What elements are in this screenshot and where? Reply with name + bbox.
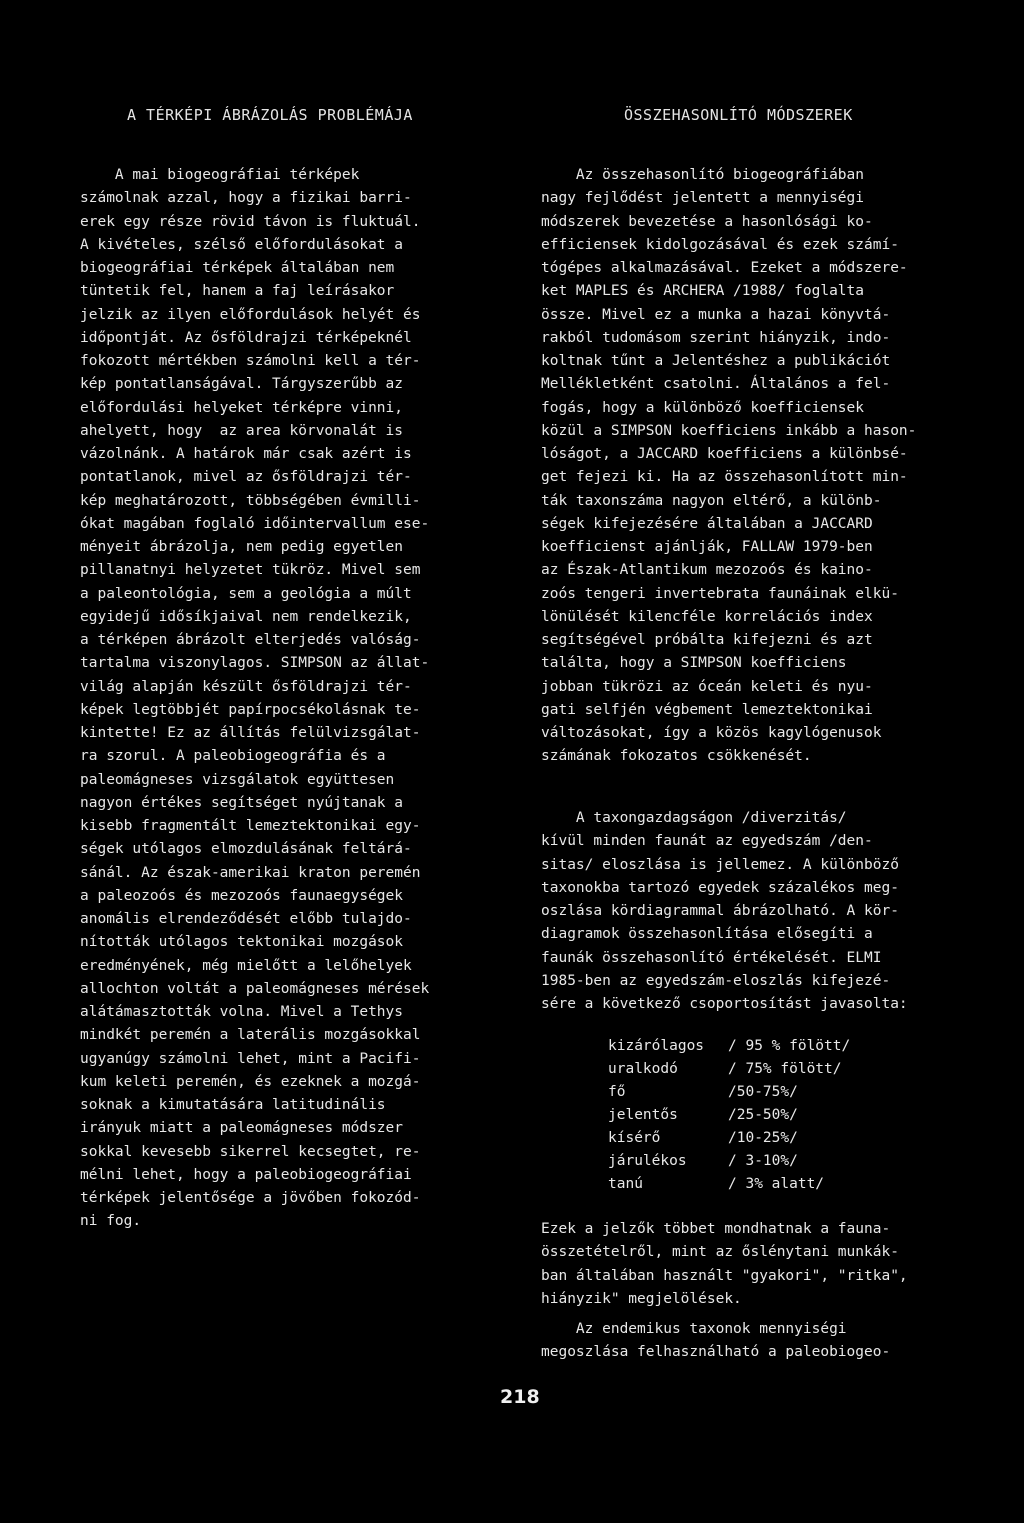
abundance-category: kísérő xyxy=(608,1130,661,1146)
text-line: ahelyett, hogy az area körvonalát is xyxy=(80,422,404,439)
text-line: tüntetik fel, hanem a faj leírásakor xyxy=(80,283,395,300)
text-line: fogás, hogy a különböző koefficiensek xyxy=(541,399,865,416)
text-line: ra szorul. A paleobiogeográfia és a xyxy=(80,748,386,765)
text-line: világ alapján készült ősföldrajzi tér- xyxy=(80,678,412,695)
text-line: efficiensek kidolgozásával és ezek számí- xyxy=(541,236,899,253)
text-line: kum keleti peremén, és ezeknek a mozgá- xyxy=(80,1073,421,1090)
text-line: nagyon értékes segítséget nyújtanak a xyxy=(80,794,404,811)
text-line: alátámasztották volna. Mivel a Tethys xyxy=(80,1004,404,1020)
text-line: A mai biogeográfiai térképek xyxy=(80,167,360,183)
text-line: tógépes alkalmazásával. Ezeket a módszere- xyxy=(541,260,908,276)
text-line: vázolnánk. A határok már csak azért is xyxy=(80,446,412,462)
right-column-paragraph-3 xyxy=(541,1218,971,1311)
abundance-category: uralkodó xyxy=(608,1061,678,1077)
text-line: fokozott mértékben számolni kell a tér- xyxy=(80,353,421,369)
abundance-category: jelentős xyxy=(608,1107,678,1123)
text-line: eredményének, még mielőtt a lelőhelyek xyxy=(80,957,412,974)
text-line: nították utólagos tektonikai mozgások xyxy=(80,934,404,951)
text-line: rakból tudomásom szerint hiányzik, indo- xyxy=(541,329,891,346)
text-line: ményeit ábrázolja, nem pedig egyetlen xyxy=(80,539,404,555)
text-line: tartalma viszonylagos. SIMPSON az állat- xyxy=(80,655,430,672)
text-line: kép pontatlanságával. Tárgyszerűbb az xyxy=(80,376,404,393)
text-line: soknak a kimutatására latitudinális xyxy=(80,1097,386,1113)
text-line: előfordulási helyeket térképre vinni, xyxy=(80,399,404,416)
text-line: pillanatnyi helyzetet tükröz. Mivel sem xyxy=(80,562,421,579)
text-line: a térképen ábrázolt elterjedés valóság- xyxy=(80,632,421,648)
text-line: koefficienst ajánlják, FALLAW 1979-ben xyxy=(541,539,873,555)
text-line: sánál. Az észak-amerikai kraton peremén xyxy=(80,864,421,881)
text-line: lönülését kilencféle korrelációs index xyxy=(541,608,873,625)
text-line: ségek kifejezésére általában a JACCARD xyxy=(541,515,873,532)
abundance-range: / 75% fölött/ xyxy=(728,1061,842,1077)
abundance-range: /25-50%/ xyxy=(728,1107,798,1123)
text-line: a paleozoós és mezozoós faunaegységek xyxy=(80,887,404,904)
text-line: segítségével próbálta kifejezni és azt xyxy=(541,632,873,648)
text-line: kívül minden faunát az egyedszám /den- xyxy=(541,833,873,850)
text-line: anomális elrendeződését előbb tulajdo- xyxy=(80,911,412,927)
running-head-left: A TÉRKÉPI ÁBRÁZOLÁS PROBLÉMÁJA xyxy=(127,106,413,124)
text-line: taxonokba tartozó egyedek százalékos meg- xyxy=(541,879,899,896)
text-line: egyidejű idősíkjaival nem rendelkezik, xyxy=(80,608,412,625)
text-line: sokkal kevesebb sikerrel kecsegtet, re- xyxy=(80,1143,421,1160)
text-line: számolnak azzal, hogy a fizikai barri- xyxy=(80,190,412,207)
text-line: zoós tengeri invertebrata faunáinak elkü- xyxy=(541,585,899,602)
text-line: biogeográfiai térképek általában nem xyxy=(80,260,395,276)
text-line: össze. Mivel ez a munka a hazai könyvtá- xyxy=(541,306,891,323)
abundance-range: / 95 % fölött/ xyxy=(728,1038,851,1054)
text-line: faunák összehasonlító értékelését. ELMI xyxy=(541,949,882,966)
text-line: számának fokozatos csökkenését. xyxy=(541,748,812,765)
text-line: jobban tükrözi az óceán keleti és nyu- xyxy=(541,678,873,695)
text-line: ták taxonszáma nagyon eltérő, a különb- xyxy=(541,492,882,509)
text-line: időpontját. Az ősföldrajzi térképeknél xyxy=(80,329,412,346)
abundance-range: /10-25%/ xyxy=(728,1130,798,1146)
text-line: Ezek a jelzők többet mondhatnak a fauna- xyxy=(541,1221,891,1237)
abundance-range: / 3% alatt/ xyxy=(728,1176,825,1192)
text-line: Az összehasonlító biogeográfiában xyxy=(541,167,865,183)
text-line: változásokat, így a közös kagylógenusok xyxy=(541,725,882,741)
text-line: találta, hogy a SIMPSON koefficiens xyxy=(541,655,847,672)
text-line: A taxongazdagságon /diverzitás/ xyxy=(541,810,847,826)
text-line: nagy fejlődést jelentett a mennyiségi xyxy=(541,190,865,207)
text-line: oszlása kördiagrammal ábrázolható. A kör- xyxy=(541,903,899,919)
text-line: sére a következő csoportosítást javasolta: xyxy=(541,996,908,1012)
text-line: közül a SIMPSON koefficiens inkább a hason- xyxy=(541,422,917,439)
text-line: ségek utólagos elmozdulásának feltárá- xyxy=(80,841,412,858)
text-line: Az endemikus taxonok mennyiségi xyxy=(541,1321,847,1337)
right-column-paragraph-1 xyxy=(541,164,971,769)
text-line: 1985-ben az egyedszám-eloszlás kifejezé- xyxy=(541,972,891,989)
text-line: Mellékletként csatolni. Általános a fel- xyxy=(541,376,891,393)
right-column-paragraph-4 xyxy=(541,1318,971,1365)
text-line: erek egy része rövid távon is fluktuál. xyxy=(80,213,421,230)
abundance-category: tanú xyxy=(608,1176,643,1192)
text-line: mélni lehet, hogy a paleobiogeográfiai xyxy=(80,1166,412,1183)
text-line: a paleontológia, sem a geológia a múlt xyxy=(80,585,412,602)
text-line: az Észak-Atlantikum mezozoós és kaino- xyxy=(541,562,873,579)
text-line: diagramok összehasonlítása elősegíti a xyxy=(541,926,873,943)
text-line: képek legtöbbjét papírpocsékolásnak te- xyxy=(80,701,421,718)
text-line: ni fog. xyxy=(80,1213,142,1230)
text-line: jelzik az ilyen előfordulások helyét és xyxy=(80,306,421,323)
text-line: get fejezi ki. Ha az összehasonlított min- xyxy=(541,469,908,486)
abundance-category: járulékos xyxy=(608,1153,687,1169)
abundance-range: /50-75%/ xyxy=(728,1084,798,1100)
text-line: módszerek bevezetése a hasonlósági ko- xyxy=(541,213,873,230)
text-line: sitas/ eloszlása is jellemez. A különböző xyxy=(541,856,899,873)
page-number: 218 xyxy=(500,1386,540,1408)
text-line: mindkét peremén a laterális mozgásokkal xyxy=(80,1027,421,1044)
right-column-paragraph-2 xyxy=(541,807,971,1016)
text-line: pontatlanok, mivel az ősföldrajzi tér- xyxy=(80,469,412,486)
text-line: A kivételes, szélső előfordulásokat a xyxy=(80,236,404,253)
abundance-category: kizárólagos xyxy=(608,1038,705,1054)
text-line: kintette! Ez az állítás felülvizsgálat- xyxy=(80,725,421,741)
text-line: ókat magában foglaló időintervallum ese- xyxy=(80,515,430,532)
text-line: kisebb fragmentált lemeztektonikai egy- xyxy=(80,818,421,834)
running-head-right: ÖSSZEHASONLÍTÓ MÓDSZEREK xyxy=(624,106,853,124)
text-line: összetételről, mint az őslénytani munkák- xyxy=(541,1244,899,1261)
text-line: lóságot, a JACCARD koefficiens a különbsé- xyxy=(541,446,908,462)
left-column-text xyxy=(80,164,480,1234)
abundance-category: fő xyxy=(608,1084,626,1100)
text-line: ban általában használt "gyakori", "ritka", xyxy=(541,1267,908,1284)
text-line: hiányzik" megjelölések. xyxy=(541,1290,742,1307)
text-line: koltnak tűnt a Jelentéshez a publikációt xyxy=(541,353,891,369)
text-line: paleomágneses vizsgálatok együttesen xyxy=(80,771,395,788)
text-line: ugyanúgy számolni lehet, mint a Pacifi- xyxy=(80,1050,421,1067)
text-line: ket MAPLES és ARCHERA /1988/ foglalta xyxy=(541,283,865,300)
text-line: kép meghatározott, többségében évmilli- xyxy=(80,492,421,509)
text-line: térképek jelentősége a jövőben fokozód- xyxy=(80,1190,421,1206)
text-line: gati selfjén végbement lemeztektonikai xyxy=(541,701,873,718)
text-line: megoszlása felhasználható a paleobiogeo- xyxy=(541,1344,891,1361)
abundance-range: / 3-10%/ xyxy=(728,1153,798,1169)
text-line: irányuk miatt a paleomágneses módszer xyxy=(80,1120,404,1137)
text-line: allochton voltát a paleomágneses mérések xyxy=(80,980,430,997)
